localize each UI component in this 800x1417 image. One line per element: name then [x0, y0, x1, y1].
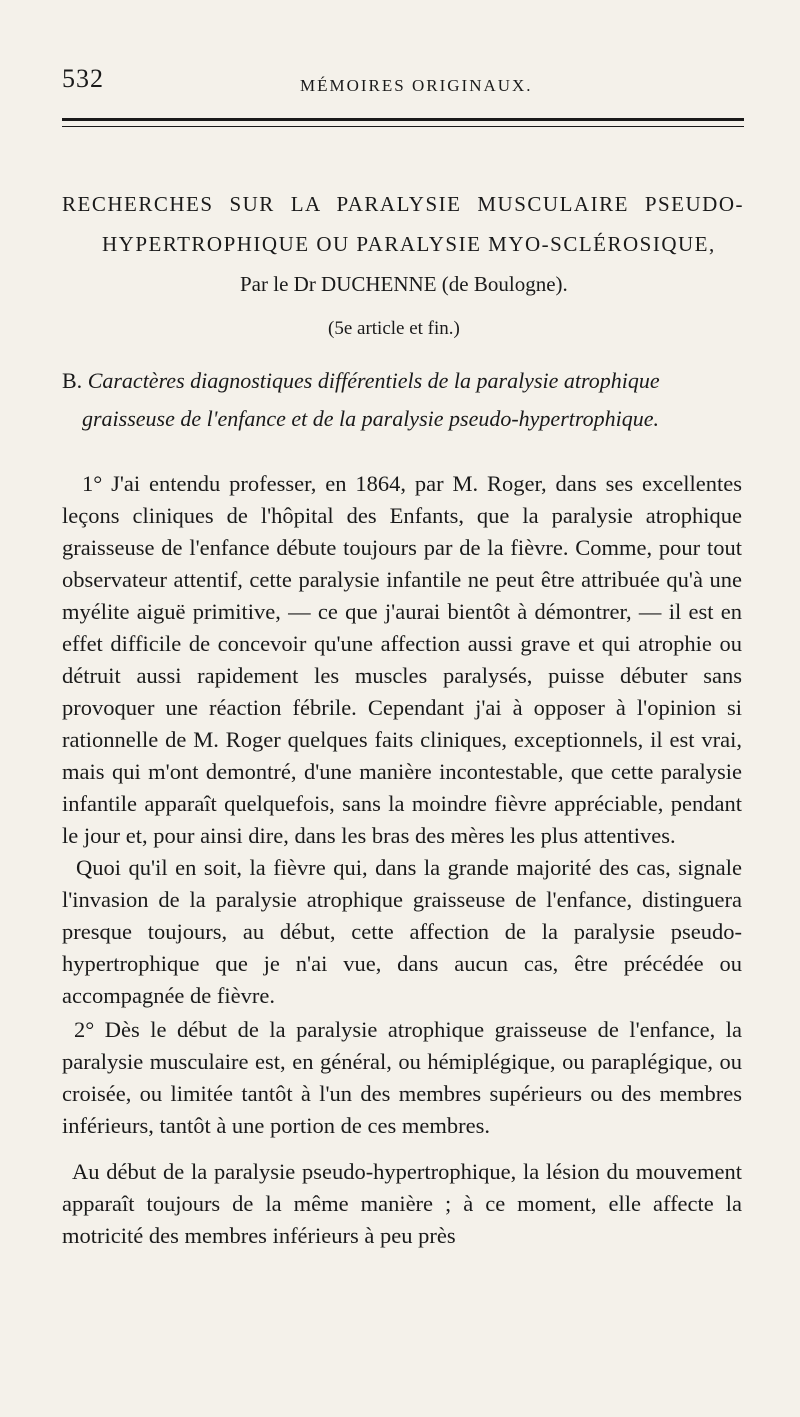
section-heading [62, 362, 744, 438]
header-rule-thin [62, 126, 744, 127]
header-rule-thick [62, 118, 744, 121]
paragraph-1: 1° J'ai entendu professer, en 1864, par M. Roger, dans ses excellentes leçons cliniques de l'hôpital des Enfants, que la paralysie atrophique graisseuse de l'enfance débute toujours par de la fièvre. Comme, pour tout observateur attentif, cette paralysie infantile ne peut être attribuée qu'à une myélite aiguë primitive, — ce que j'aurai bientôt à démontrer, — il est en effet difficile de concevoir qu'une affection aussi grave et qui atrophie ou détruit aussi rapidement les muscles paralysés, puisse débuter sans provoquer une réaction fébrile. Cependant j'ai à opposer à l'opinion si rationnelle de M. Roger quelques faits cliniques, exceptionnels, il est vrai, mais qui m'ont demontré, d'une manière incontestable, que cette paralysie infantile apparaît quelquefois, sans la moindre fièvre appréciable, pendant le jour et, pour ainsi dire, dans les bras des mères les plus attentives. [62, 471, 742, 848]
section-label: B. [62, 368, 83, 393]
paragraph-2: Quoi qu'il en soit, la fièvre qui, dans la grande majorité des cas, signale l'invasion de la paralysie atrophique graisseuse de l'enfance, distinguera presque toujours, au début, cette affection de la paralysie pseudo-hypertrophique que je n'ai vue, dans aucun cas, être précédée ou accompagnée de fièvre. [62, 855, 742, 1008]
title-line-2: HYPERTROPHIQUE OU PARALYSIE MYO-SCLÉROSIQUE, [102, 232, 716, 256]
article-title [62, 184, 744, 264]
section-heading-line-1: Caractères diagnostiques différentiels de la paralysie atrophique [87, 368, 660, 393]
article-author: Par le Dr DUCHENNE (de Boulogne). [240, 272, 568, 296]
paragraph-4: Au début de la paralysie pseudo-hypertrophique, la lésion du mouvement apparaît toujours de la même manière ; à ce moment, elle affecte la motricité des membres inférieurs à peu près [62, 1159, 742, 1248]
paragraph-3: 2° Dès le début de la paralysie atrophique graisseuse de l'enfance, la paralysie musculaire est, en général, ou hémiplégique, ou paraplégique, ou croisée, ou limitée tantôt à l'un des membres supérieurs ou des membres inférieurs, tantôt à une portion de ces membres. [62, 1017, 742, 1138]
body-text [62, 468, 742, 1252]
page-number: 532 [62, 64, 104, 93]
title-line-1: RECHERCHES SUR LA PARALYSIE MUSCULAIRE PSEUDO- [62, 192, 744, 216]
running-head: MÉMOIRES ORIGINAUX. [300, 76, 533, 95]
article-note: (5e article et fin.) [328, 318, 460, 339]
section-heading-line-2: graisseuse de l'enfance et de la paralysie pseudo-hypertrophique. [82, 406, 659, 431]
